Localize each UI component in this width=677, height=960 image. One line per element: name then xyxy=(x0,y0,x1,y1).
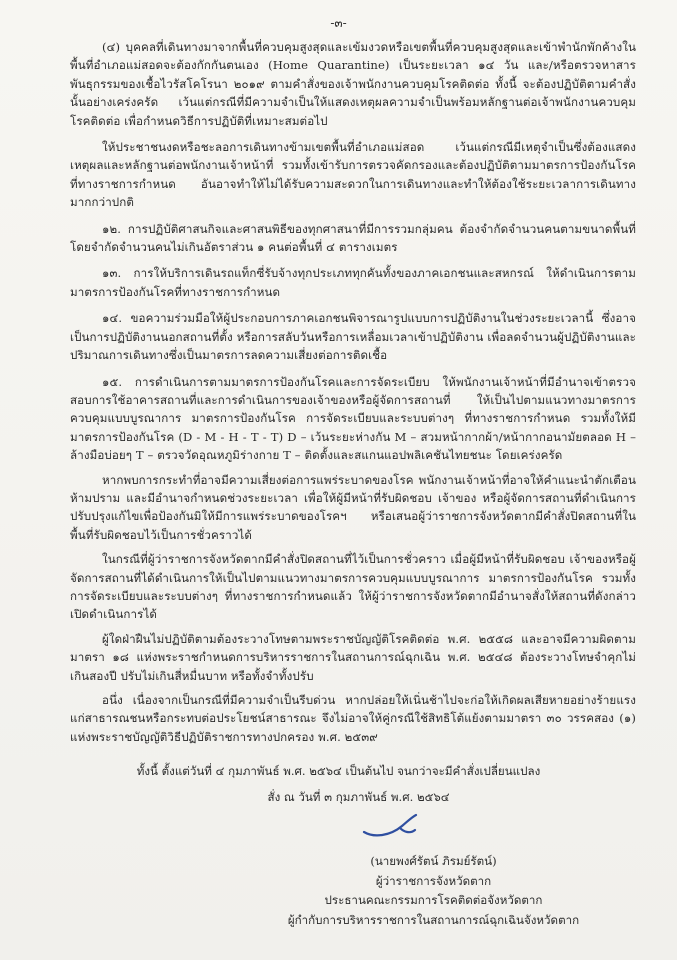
document-body xyxy=(70,38,636,752)
paragraph-penalty: ผู้ใดฝ่าฝืนไม่ปฏิบัติตามต้องระวางโทษตามพระราชบัญญัติโรคติดต่อ พ.ศ. ๒๕๕๘ และอาจมีความผิดตามมาตรา ๑๘ แห่งพระราชกำหนดการบริหารราชการในสถานการณ์ฉุกเฉิน พ.ศ. ๒๕๔๘ ต้องระวางโทษจำคุกไม่เกินสองปี ปรับไม่เกินสี่หมื่นบาท หรือทั้งจำทั้งปรับ xyxy=(70,631,636,683)
paragraph-urgency: อนึ่ง เนื่องจากเป็นกรณีที่มีความจำเป็นรีบด่วน หากปล่อยให้เนิ่นช้าไปจะก่อให้เกิดผลเสียหายอย่างร้ายแรงแก่สาธารณชนหรือกระทบต่อประโยชน์สาธารณะ จึงไม่อาจให้คู่กรณีใช้สิทธิโต้แย้งตามมาตรา ๓๐ วรรคสอง (๑) แห่งพระราชบัญญัติวิธีปฏิบัติราชการทางปกครอง พ.ศ. ๒๕๓๙ xyxy=(70,693,636,744)
signer-title-committee: ประธานคณะกรรมการโรคติดต่อจังหวัดตาก xyxy=(324,893,543,907)
paragraph-14-work-arrangement: ๑๔. ขอความร่วมมือให้ผู้ประกอบการภาคเอกชนพิจารณารูปแบบการปฏิบัติงานในช่วงระยะเวลานี้ ซึ่งอาจเป็นการปฏิบัติงานนอกสถานที่ตั้ง หรือการสลับวันหรือการเหลื่อมเวลาเข้าปฏิบัติงาน เพื่อลดจำนวนผู้ปฏิบัติงานและปริมาณการเดินทางซึ่งเป็นมาตรการลดความเสี่ยงต่อการติดเชื้อ xyxy=(70,311,636,363)
paragraph-12-religious: ๑๒. การปฏิบัติศาสนกิจและศาสนพิธีของทุกศาสนาที่มีการรวมกลุ่มคน ต้องจำกัดจำนวนคนตามขนาดพื้นที่ โดยจำกัดจำนวนคนไม่เกินอัตราส่วน ๑ คนต่อพื้นที่ ๔ ตารางเมตร xyxy=(70,221,636,255)
signer-block xyxy=(0,852,677,930)
order-date-line: สั่ง ณ วันที่ ๓ กุมภาพันธ์ พ.ศ. ๒๕๖๔ xyxy=(267,790,450,804)
paragraph-risk-warning: หากพบการกระทำที่อาจมีความเสี่ยงต่อการแพร่ระบาดของโรค พนักงานเจ้าหน้าที่อาจให้คำแนะนำตักเตือน ห้ามปราม และมีอำนาจกำหนดช่วงระยะเวลา เพื่อให้ผู้มีหน้าที่รับผิดชอบ เจ้าของ หรือผู้จัดการสถานที่ดำเนินการปรับปรุงแก้ไขเพื่อป้องกันมิให้มีการแพร่ระบาดของโรคฯ หรือเสนอผู้ว่าราชการจังหวัดตากมีคำสั่งปิดสถานที่ในพื้นที่รับผิดชอบไว้เป็นการชั่วคราวได้ xyxy=(70,472,636,542)
paragraph-4-home-quarantine: (๔) บุคคลที่เดินทางมาจากพื้นที่ควบคุมสูงสุดและเข้มงวดหรือเขตพื้นที่ควบคุมสูงสุดและเข้าพำนักพักค้างในพื้นที่อำเภอแม่สอดจะต้องกักกันตนเอง (Home Quarantine) เป็นระยะเวลา ๑๔ วัน และ/หรือตรวจหาสารพันธุกรรมของเชื้อไวรัสโคโรนา ๒๐๑๙ ตามคำสั่งของเจ้าพนักงานควบคุมโรคติดต่อ ทั้งนี้ จะต้องปฏิบัติตามคำสั่งนั้นอย่างเคร่งครัด เว้นแต่กรณีที่มีความจำเป็นให้แสดงเหตุผลความจำเป็นพร้อมหลักฐานต่อเจ้าพนักงานควบคุมโรคติดต่อ เพื่อกำหนดวิธีการปฏิบัติที่เหมาะสมต่อไป xyxy=(70,40,636,128)
paragraph-15-enforcement: ๑๕. การดำเนินการตามมาตรการป้องกันโรคและการจัดระเบียบ ให้พนักงานเจ้าหน้าที่มีอำนาจเข้าตรวจสอบการใช้อาคารสถานที่และการดำเนินการของเจ้าของหรือผู้จัดการสถานที่ ให้เป็นไปตามแนวทางมาตรการควบคุมแบบบูรณาการ มาตรการป้องกันโรค การจัดระเบียบและระบบต่างๆ ที่ทางราชการกำหนด รวมทั้งให้มีมาตรการป้องกันโรค (D - M - H - T - T) D – เว้นระยะห่างกัน M – สวมหน้ากากผ้า/หน้ากากอนามัยตลอด H – ล้างมือบ่อยๆ T – ตรวจวัดอุณหภูมิร่างกาย T – ติดตั้งและสแกนแอปพลิเคชันไทยชนะ โดยเคร่งครัด xyxy=(70,374,636,463)
paragraph-travel-restriction: ให้ประชาชนงดหรือชะลอการเดินทางข้ามเขตพื้นที่อำเภอแม่สอด เว้นแต่กรณีมีเหตุจำเป็นซึ่งต้องแสดงเหตุผลและหลักฐานต่อพนักงานเจ้าหน้าที่ รวมทั้งเข้ารับการตรวจคัดกรองและต้องปฏิบัติตามมาตรการป้องกันโรคที่ทางราชการกำหนด อันอาจทำให้ไม่ได้รับความสะดวกในการเดินทางและทำให้ต้องใช้ระยะเวลาการเดินทางมากกว่าปกติ xyxy=(70,140,636,210)
signature-mark xyxy=(360,812,420,840)
effective-date-line: ทั้งนี้ ตั้งแต่วันที่ ๔ กุมภาพันธ์ พ.ศ. ๒๕๖๔ เป็นต้นไป จนกว่าจะมีคำสั่งเปลี่ยนแปลง xyxy=(136,764,541,778)
signer-title-governor: ผู้ว่าราชการจังหวัดตาก xyxy=(375,873,492,888)
paragraph-reopen: ในกรณีที่ผู้ว่าราชการจังหวัดตากมีคำสั่งปิดสถานที่ไว้เป็นการชั่วคราว เมื่อผู้มีหน้าที่รับผิดชอบ เจ้าของหรือผู้จัดการสถานที่ได้ดำเนินการให้เป็นไปตามแนวทางมาตรการควบคุมแบบบูรณาการ มาตรการป้องกันโรค รวมทั้งการจัดระเบียบและระบบต่างๆ ที่ทางราชการกำหนดแล้ว ให้ผู้ว่าราชการจังหวัดตากมีอำนาจสั่งให้สถานที่ดังกล่าวเปิดดำเนินการได้ xyxy=(70,552,636,622)
page-number: -๓- xyxy=(330,16,347,30)
signer-name: (นายพงศ์รัตน์ ภิรมย์รัตน์) xyxy=(370,854,497,868)
signer-title-emergency: ผู้กำกับการบริหารราชการในสถานการณ์ฉุกเฉินจังหวัดตาก xyxy=(287,912,580,927)
paragraph-13-taxi: ๑๓. การให้บริการเดินรถแท็กซี่รับจ้างทุกประเภททุกคันทั้งของภาคเอกชนและสหกรณ์ ให้ดำเนินการตามมาตรการป้องกันโรคที่ทางราชการกำหนด xyxy=(70,266,636,299)
